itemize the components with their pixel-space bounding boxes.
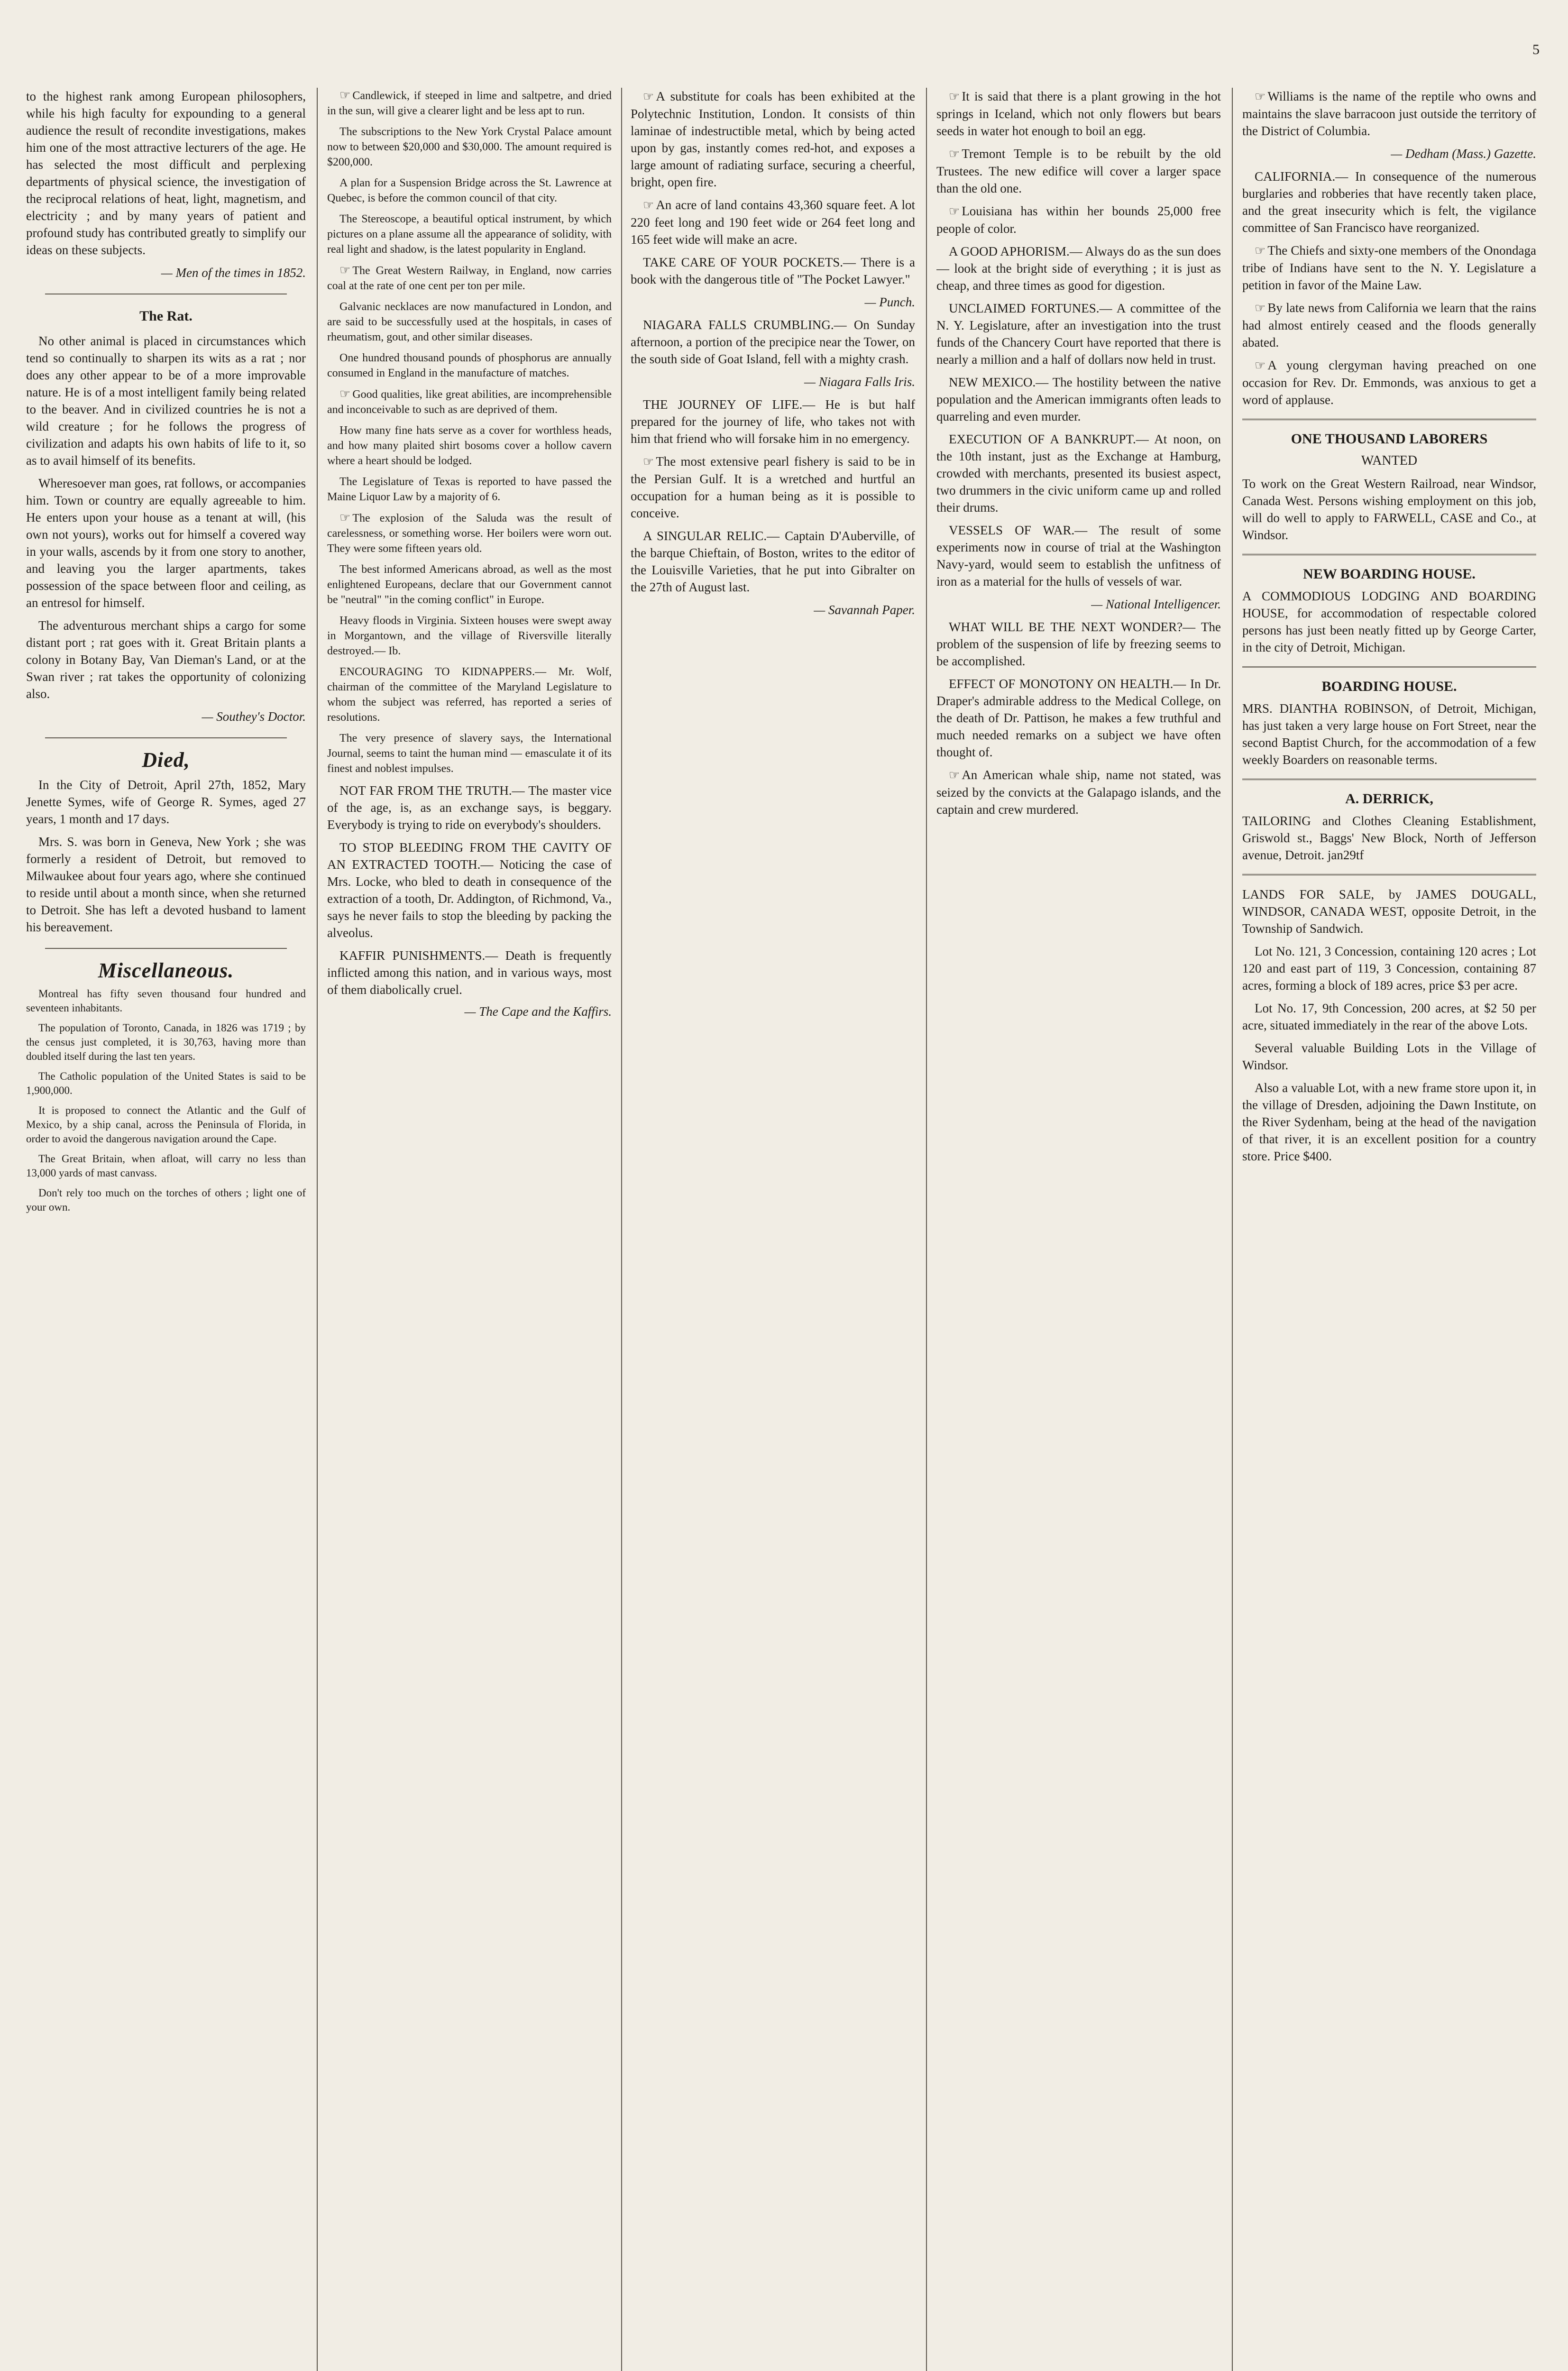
pointing-hand-icon: ☞ — [949, 768, 959, 782]
news-item: EFFECT OF MONOTONY ON HEALTH.— In Dr. Draper's admirable address to the Medical College, on the death of Dr. Pattison, he makes a few truthful and much needed remarks on a subject we have often thought of. — [936, 677, 1221, 759]
ad-lands-paragraph: Also a valuable Lot, with a new frame store upon it, in the village of Dresden, adjoining the Dawn Institute, on the River Sydenham, being at the head of the navigation of that river, it is an excellent position for a country store. Price $400. — [1242, 1081, 1536, 1163]
ad-robinson-heading: BOARDING HOUSE. — [1321, 679, 1457, 694]
obituary-paragraph: Mrs. S. was born in Geneva, New York ; she was formerly a resident of Detroit, but removed to Milwaukee about four years ago, where she continued to reside until about a month since, when she returned to Detroit. She has left a devoted husband to lament his bereavement. — [26, 835, 306, 934]
divider — [45, 737, 287, 738]
news-item: ☞ Williams is the name of the reptile who owns and maintains the slave barracoon just outside the territory of the District of Columbia. — [1242, 89, 1536, 138]
obituary-paragraph: In the City of Detroit, April 27th, 1852, Mary Jenette Symes, wife of George R. Symes, aged 27 years, 1 month and 17 days. — [26, 778, 306, 826]
news-item: ☞ The most extensive pearl fishery is said to be in the Persian Gulf. It is a wretched and hurtful an occupation for a human being as it is possible to conceive. — [631, 454, 915, 520]
ad-derrick-heading: A. DERRICK, — [1345, 791, 1433, 807]
news-item: The Legislature of Texas is reported to have passed the Maine Liquor Law by a majority of 6. — [327, 476, 612, 503]
source-line: — Punch. — [864, 295, 915, 309]
news-item: ☞ A substitute for coals has been exhibited at the Polytechnic Institution, London. It consists of thin laminae of indestructible metal, which by being acted upon by gas, instantly comes red-hot, and exposes a large amount of radiating surface, securing a cheerful, bright, open fire. — [631, 89, 915, 189]
ad-laborers-heading: ONE THOUSAND LABORERS — [1291, 431, 1488, 447]
news-item: UNCLAIMED FORTUNES.— A committee of the N. Y. Legislature, after an investigation into the trust funds of the Chancery Court have reported that there is nearly a million and a half of dollars now held in trust. — [936, 301, 1221, 367]
ad-robinson-body: MRS. DIANTHA ROBINSON, of Detroit, Michigan, has just taken a very large house on Fort Street, near the second Baptist Church, for the accommodation of a few weekly Boarders on reasonable terms. — [1242, 701, 1536, 767]
news-item: ☞ Good qualities, like great abilities, are incomprehensible and inconceivable to such as are deprived of them. — [327, 387, 612, 416]
column-4 — [936, 88, 1221, 2371]
misc-item: The Great Britain, when afloat, will carry no less than 13,000 yards of mast canvass. — [26, 1153, 306, 1179]
pointing-hand-icon: ☞ — [949, 90, 959, 103]
ad-boarding-heading: NEW BOARDING HOUSE. — [1303, 566, 1476, 582]
column-1 — [26, 88, 306, 2371]
news-item: The subscriptions to the New York Crystal Palace amount now to between $20,000 and $30,000. The amount required is $200,000. — [327, 126, 612, 168]
news-item: THE JOURNEY OF LIFE.— He is but half prepared for the journey of life, who takes not with him that friend who will forsake him in no emergency. — [631, 397, 915, 446]
pointing-hand-icon: ☞ — [1255, 244, 1265, 257]
news-item: ☞ An acre of land contains 43,360 square feet. A lot 220 feet long and 190 feet wide or 264 feet long and 165 feet wide will make an acre. — [631, 198, 915, 247]
source-line: — Savannah Paper. — [814, 603, 915, 617]
source-line: — The Cape and the Kaffirs. — [464, 1004, 612, 1019]
news-item: NEW MEXICO.— The hostility between the native population and the American immigrants often leads to quarreling and even murder. — [936, 375, 1221, 423]
misc-item: It is proposed to connect the Atlantic and the Gulf of Mexico, by a ship canal, across the Peninsula of Florida, in order to avoid the dangerous navigation around the Cape. — [26, 1104, 306, 1145]
article-paragraph: The adventurous merchant ships a cargo for some distant port ; rat goes with it. Great Britain plants a colony in Botany Bay, Van Dieman's Land, or at the Swan river ; rat takes the opportunity of colonizing also. — [26, 618, 306, 701]
heading-miscellaneous: Miscellaneous. — [98, 959, 234, 982]
ad-laborers-subheading: WANTED — [1361, 453, 1418, 468]
column-rule — [1232, 88, 1233, 2371]
news-item: ENCOURAGING TO KIDNAPPERS.— Mr. Wolf, chairman of the committee of the Maryland Legislature to whom the subject was referred, has reported a series of resolutions. — [327, 666, 612, 724]
pointing-hand-icon: ☞ — [1255, 90, 1265, 103]
misc-item: The population of Toronto, Canada, in 1826 was 1719 ; by the census just completed, it is 30,763, having more than doubled itself during the last ten years. — [26, 1022, 306, 1062]
news-item: ☞ Louisiana has within her bounds 25,000 free people of color. — [936, 204, 1221, 236]
news-item: A plan for a Suspension Bridge across the St. Lawrence at Quebec, is before the common council of that city. — [327, 177, 612, 204]
ad-divider — [1242, 554, 1536, 555]
ad-derrick-body: TAILORING and Clothes Cleaning Establishment, Griswold st., Baggs' New Block, North of Jefferson avenue, Detroit. jan29tf — [1242, 814, 1536, 862]
divider — [45, 948, 287, 949]
pointing-hand-icon: ☞ — [643, 198, 653, 212]
news-item: TO STOP BLEEDING FROM THE CAVITY OF AN EXTRACTED TOOTH.— Noticing the case of Mrs. Locke, who bled to death in consequence of the extraction of a tooth, Dr. Addington, of Richmond, Va., says he never fails to stop the bleeding by packing the alveolus. — [327, 840, 612, 940]
news-item: ☞ The Chiefs and sixty-one members of the Onondaga tribe of Indians have sent to the N. Y. Legislature a petition in favor of the Maine Law. — [1242, 243, 1536, 292]
pointing-hand-icon: ☞ — [339, 387, 350, 401]
news-item: One hundred thousand pounds of phosphorus are annually consumed in England in the manufacture of matches. — [327, 352, 612, 379]
article-paragraph: No other animal is placed in circumstances which tend so continually to sharpen its wits as a rat ; nor does any other appear to be of a more improvable nature. He is of a most intelligent family being related to the beaver. And in civilized countries he is not a wild creature ; for he follows the progress of civilization and adapts his own habits of life to it, so as to avail himself of its benefits. — [26, 334, 306, 468]
news-item: A GOOD APHORISM.— Always do as the sun does — look at the bright side of everything ; it is just as cheap, and three times as good for digestion. — [936, 244, 1221, 293]
article-paragraph: Wheresoever man goes, rat follows, or accompanies him. Town or country are equally agreeable to him. He enters upon your house as a tenant at will, (his own not yours), works out for himself a covered way in your walls, ascends by it from one story to another, and leaving you the larger apartments, takes possession of the space between floor and ceiling, as an entresol for himself. — [26, 476, 306, 610]
news-item: ☞ It is said that there is a plant growing in the hot springs in Iceland, which not only flowers but bears seeds in water hot enough to boil an egg. — [936, 89, 1221, 138]
news-item: ☞ A young clergyman having preached on one occasion for Rev. Dr. Emmonds, was anxious to get a word of applause. — [1242, 358, 1536, 407]
pointing-hand-icon: ☞ — [339, 263, 350, 277]
misc-item: The Catholic population of the United States is said to be 1,900,000. — [26, 1070, 306, 1096]
news-item: EXECUTION OF A BANKRUPT.— At noon, on the 10th instant, just as the Exchange at Hamburg, crowded with merchants, presented its busiest aspect, two drummers in the civic uniform came up and rolled their drums. — [936, 432, 1221, 515]
source-line: — Niagara Falls Iris. — [804, 375, 915, 389]
ad-divider — [1242, 666, 1536, 668]
heading-died: Died, — [142, 748, 190, 772]
column-5 — [1242, 88, 1536, 2371]
source-line: — Men of the times in 1852. — [161, 266, 306, 280]
news-item: Galvanic necklaces are now manufactured in London, and are said to be successfully used at the hospitals, in cases of rheumatism, gout, and other similar diseases. — [327, 301, 612, 343]
news-item: ☞ The Great Western Railway, in England, now carries coal at the rate of one cent per ton per mile. — [327, 263, 612, 292]
news-item: The Stereoscope, a beautiful optical instrument, by which pictures on a plane assume all the appearance of solidity, with real light and shadow, is the latest popularity in England. — [327, 213, 612, 256]
ad-divider — [1242, 874, 1536, 875]
source-line: — Southey's Doctor. — [202, 709, 306, 724]
source-line: — National Intelligencer. — [1091, 597, 1221, 611]
news-item: ☞ Tremont Temple is to be rebuilt by the old Trustees. The new edifice will cover a larger space than the old one. — [936, 147, 1221, 195]
column-rule — [926, 88, 927, 2371]
pointing-hand-icon: ☞ — [1255, 358, 1265, 372]
news-item: A SINGULAR RELIC.— Captain D'Auberville, of the barque Chieftain, of Boston, writes to the editor of the Louisville Varieties, that he put into Gibralter on the 27th of August last. — [631, 529, 915, 594]
misc-item: Montreal has fifty seven thousand four hundred and seventeen inhabitants. — [26, 988, 306, 1014]
pointing-hand-icon: ☞ — [643, 455, 653, 469]
ad-boarding-body: A COMMODIOUS LODGING AND BOARDING HOUSE, for accommodation of respectable colored persons has just been neatly fitted up by George Carter, in the city of Detroit, Michigan. — [1242, 589, 1536, 654]
news-item: WHAT WILL BE THE NEXT WONDER?— The problem of the suspension of life by freezing seems to be accomplished. — [936, 620, 1221, 668]
column-rule — [317, 88, 318, 2371]
ad-laborers-body: To work on the Great Western Railroad, near Windsor, Canada West. Persons wishing employment on this job, will do well to apply to FARWELL, CASE and Co., at Windsor. — [1242, 477, 1536, 542]
news-item: NIAGARA FALLS CRUMBLING.— On Sunday afternoon, a portion of the precipice near the Tower, on the south side of Goat Island, fell with a mighty crash. — [631, 318, 915, 366]
column-rule — [621, 88, 622, 2371]
news-item: ☞ An American whale ship, name not stated, was seized by the convicts at the Galapago islands, and the captain and crew murdered. — [936, 768, 1221, 817]
article-faraday: to the highest rank among European philosophers, while his high faculty for expounding to a general audience the result of recondite investigations, makes him one of the most attractive lecturers of the age. He has selected the most difficult and perplexing departments of physical science, the investigation of the reciprocal relations of heat, light, magnetism, and electricity ; and by many years of patient and profound study has contributed greatly to simplify our ideas on these subjects. — [26, 89, 306, 257]
news-item: CALIFORNIA.— In consequence of the numerous burglaries and robberies that have recently taken place, and the great insecurity which is felt, the vigilance committee of San Francisco have reorganized. — [1242, 169, 1536, 235]
news-item: The best informed Americans abroad, as well as the most enlightened Europeans, declare that our Government cannot be "neutral" "in the coming conflict" in Europe. — [327, 563, 612, 606]
news-item: Heavy floods in Virginia. Sixteen houses were swept away in Morgantown, and the village of Riversville literally destroyed.— Ib. — [327, 615, 612, 657]
ad-lands-paragraph: Several valuable Building Lots in the Village of Windsor. — [1242, 1041, 1536, 1072]
ad-lands-body: LANDS FOR SALE, by JAMES DOUGALL, WINDSOR, CANADA WEST, opposite Detroit, in the Township of Sandwich. — [1242, 887, 1536, 936]
news-item: ☞ By late news from California we learn that the rains had almost entirely ceased and the floods generally abated. — [1242, 301, 1536, 349]
ad-divider — [1242, 419, 1536, 420]
news-item: KAFFIR PUNISHMENTS.— Death is frequently inflicted among this nation, and in various ways, most of them diabolically cruel. — [327, 948, 612, 997]
news-item: VESSELS OF WAR.— The result of some experiments now in course of trial at the Washington Navy-yard, would seem to establish the unfitness of iron as a material for the hulls of vessels of war. — [936, 523, 1221, 588]
source-line: — Dedham (Mass.) Gazette. — [1391, 147, 1536, 161]
news-item: How many fine hats serve as a cover for worthless heads, and how many plaited shirt bosoms cover a hollow cavern where a heart should be lodged. — [327, 424, 612, 467]
pointing-hand-icon: ☞ — [643, 90, 653, 103]
pointing-hand-icon: ☞ — [339, 511, 350, 524]
page-number: 5 — [1532, 42, 1540, 57]
pointing-hand-icon: ☞ — [1255, 301, 1265, 315]
heading-the-rat: The Rat. — [139, 308, 193, 324]
news-item: ☞ The explosion of the Saluda was the result of carelessness, or something worse. Her boilers were worn out. They were some fifteen years old. — [327, 511, 612, 555]
column-3 — [631, 88, 915, 2371]
column-2 — [327, 88, 612, 2371]
pointing-hand-icon: ☞ — [949, 147, 959, 161]
ad-lands-paragraph: Lot No. 121, 3 Concession, containing 120 acres ; Lot 120 and east part of 119, 3 Concession, containing 87 acres, forming a block of 189 acres, price $3 per acre. — [1242, 944, 1536, 993]
ad-lands-paragraph: Lot No. 17, 9th Concession, 200 acres, at $2 50 per acre, situated immediately in the rear of the above Lots. — [1242, 1001, 1536, 1032]
news-item: The very presence of slavery says, the International Journal, seems to taint the human mind — emasculate it of its finest and noblest impulses. — [327, 732, 612, 775]
ad-divider — [1242, 779, 1536, 780]
pointing-hand-icon: ☞ — [949, 204, 959, 218]
news-item: ☞ Candlewick, if steeped in lime and saltpetre, and dried in the sun, will give a clearer light and be less apt to run. — [327, 88, 612, 117]
news-item: NOT FAR FROM THE TRUTH.— The master vice of the age, is, as an exchange says, is beggary. Everybody is trying to ride on everybody's shoulders. — [327, 783, 612, 832]
misc-item: Don't rely too much on the torches of others ; light one of your own. — [26, 1187, 306, 1213]
news-item: TAKE CARE OF YOUR POCKETS.— There is a book with the dangerous title of "The Pocket Lawyer." — [631, 255, 915, 286]
pointing-hand-icon: ☞ — [339, 88, 350, 102]
